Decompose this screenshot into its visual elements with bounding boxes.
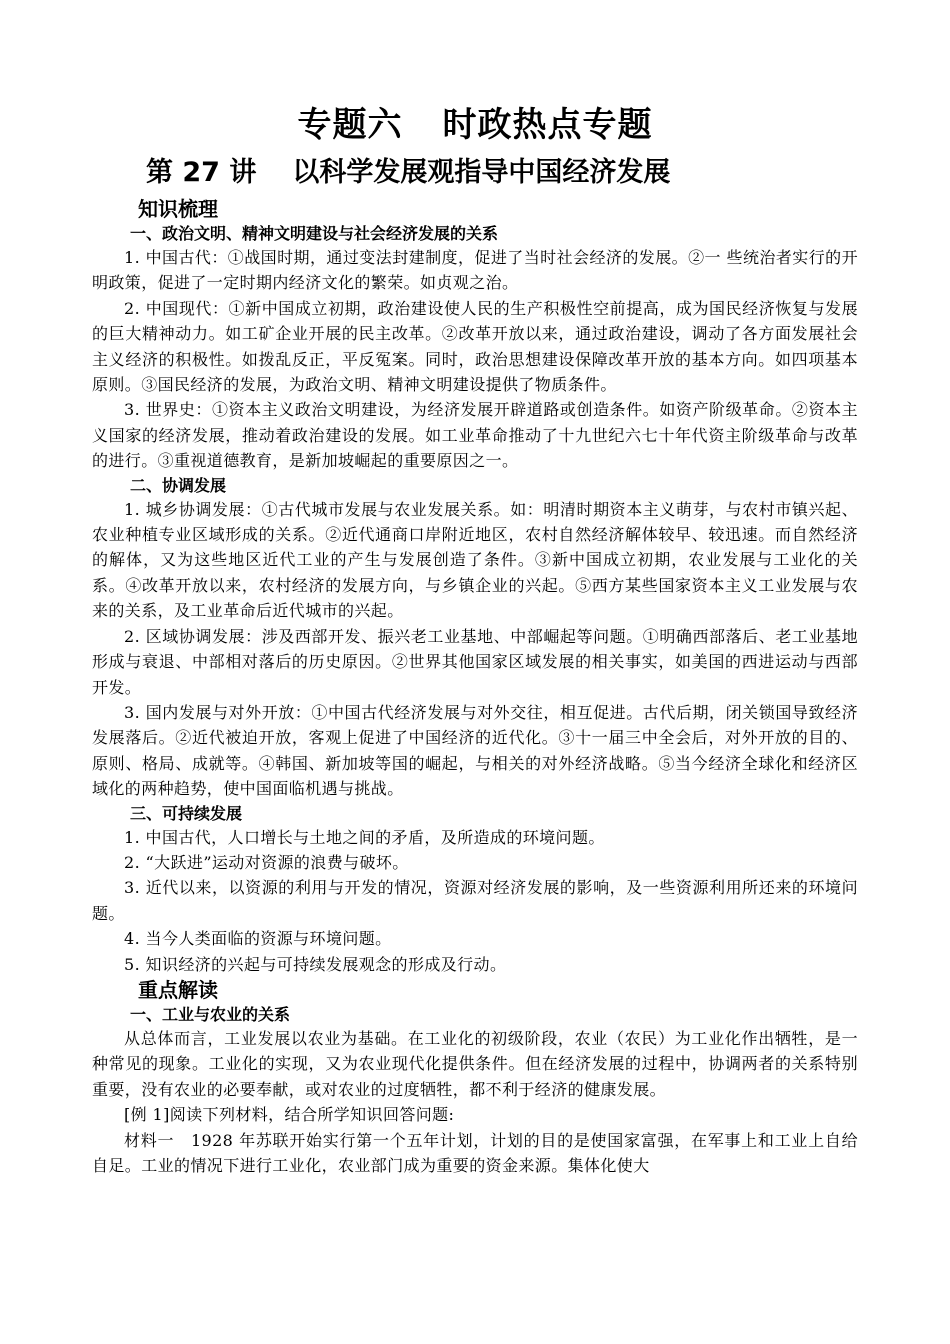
topic-title	[92, 104, 858, 146]
section-heading: 一、工业与农业的关系	[130, 1004, 291, 1024]
lecture-number: 第 27 讲	[146, 157, 257, 188]
paragraph: 3. 国内发展与对外开放：①中国古代经济发展与对外交往，相互促进。古代后期，闭关锁国导致经济发展落后。②近代被迫开放，客观上促进了中国经济的近代化。③十一届三中全会后，对外开放的目的、原则、格局、成就等。④韩国、新加坡等国的崛起，与相关的对外经济战略。⑤当今经济全球化和经济区域化的两种趋势，使中国面临机遇与挑战。	[92, 702, 858, 799]
lecture-name: 以科学发展观指导中国经济发展	[292, 157, 671, 188]
paragraph: 2. 中国现代：①新中国成立初期，政治建设使人民的生产积极性空前提高，成为国民经济恢复与发展的巨大精神动力。如工矿企业开展的民主改革。②改革开放以来，通过政治建设，调动了各方面发展社会主义经济的积极性。如拨乱反正，平反冤案。同时，政治思想建设保障改革开放的基本方向。如四项基本原则。③国民经济的发展，为政治文明、精神文明建设提供了物质条件。	[92, 298, 858, 395]
paragraph: 1. 中国古代：①战国时期，通过变法封建制度，促进了当时社会经济的发展。②一 些统治者实行的开明政策，促进了一定时期内经济文化的繁荣。如贞观之治。	[92, 248, 858, 293]
knowledge-heading: 知识梳理	[138, 197, 218, 221]
list-item: 4. 当今人类面临的资源与环境问题。	[124, 929, 392, 949]
topic-title-part2: 时政热点专题	[442, 105, 653, 145]
list-item: 3. 近代以来，以资源的利用与开发的情况，资源对经济发展的影响，及一些资源利用所还来的环境问题。	[92, 878, 858, 923]
paragraph: 1. 城乡协调发展：①古代城市发展与农业发展关系。如：明清时期资本主义萌芽，与农村市镇兴起、农业种植专业区域形成的关系。②近代通商口岸附近地区，农村自然经济解体较早、较迅速。而自然经济的解体，又为这些地区近代工业的产生与发展创造了条件。③新中国成立初期，农业发展与工业化的关系。④改革开放以来，农村经济的发展方向，与乡镇企业的兴起。⑤西方某些国家资本主义工业发展与农来的关系，及工业革命后近代城市的兴起。	[92, 499, 858, 621]
paragraph: 3. 世界史：①资本主义政治文明建设，为经济发展开辟道路或创造条件。如资产阶级革命。②资本主义国家的经济发展，推动着政治建设的发展。如工业革命推动了十九世纪六七十年代资主阶级革命与改革的进行。③重视道德教育，是新加坡崛起的重要原因之一。	[92, 400, 858, 471]
section-heading: 二、协调发展	[130, 475, 227, 495]
section-heading: 三、可持续发展	[130, 803, 243, 823]
focus-heading: 重点解读	[138, 977, 218, 1002]
paragraph: 从总体而言，工业发展以农业为基础。在工业化的初级阶段，农业（农民）为工业化作出牺牲，是一种常见的现象。工业化的实现，又为农业现代化提供条件。但在经济发展的过程中，协调两者的关系特别重要，没有农业的必要奉献，或对农业的过度牺牲，都不利于经济的健康发展。	[92, 1028, 858, 1099]
paragraph: 2. 区域协调发展：涉及西部开发、振兴老工业基地、中部崛起等问题。①明确西部落后、老工业基地形成与衰退、中部相对落后的历史原因。②世界其他国家区域发展的相关事实，如美国的西进运动与西部开发。	[92, 626, 858, 697]
material-paragraph: 材料一 1928 年苏联开始实行第一个五年计划，计划的目的是使国家富强，在军事上和工业上自给自足。工业的情况下进行工业化，农业部门成为重要的资金来源。集体化使大	[92, 1130, 858, 1175]
section-heading: 一、政治文明、精神文明建设与社会经济发展的关系	[130, 224, 499, 243]
list-item: 2. “大跃进”运动对资源的浪费与破坏。	[124, 852, 409, 872]
list-item: 1. 中国古代，人口增长与土地之间的矛盾，及所造成的环境问题。	[124, 827, 605, 847]
example-prompt: [例 1]阅读下列材料，结合所学知识回答问题:	[124, 1105, 455, 1125]
lecture-title	[146, 156, 858, 190]
list-item: 5. 知识经济的兴起与可持续发展观念的形成及行动。	[124, 954, 507, 974]
topic-title-part1: 专题六	[297, 105, 403, 145]
